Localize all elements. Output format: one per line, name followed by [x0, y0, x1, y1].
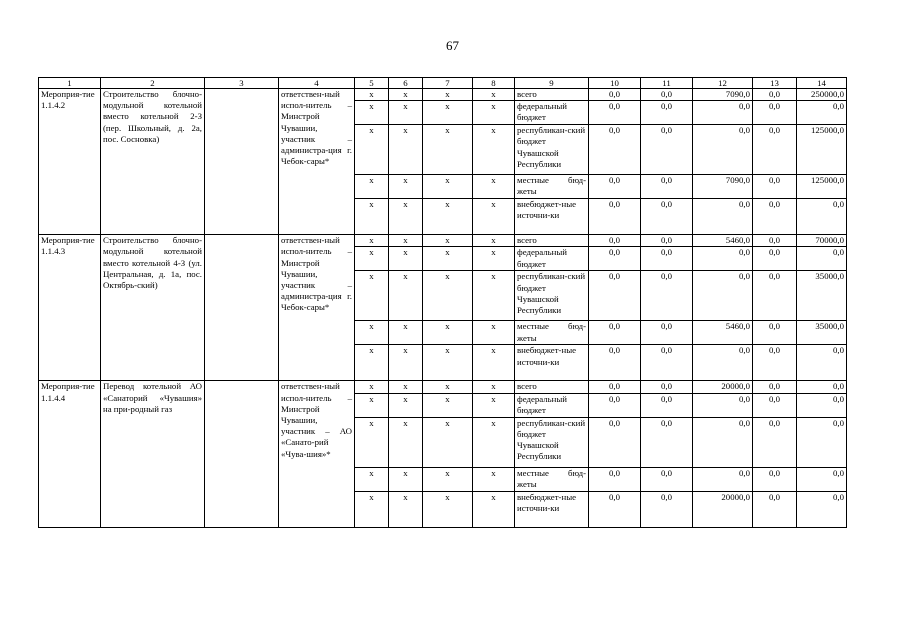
value-cell: 5460,0 — [693, 321, 753, 345]
value-cell: 0,0 — [641, 89, 693, 101]
value-cell: x — [473, 199, 515, 235]
value-cell: x — [423, 271, 473, 321]
value-cell: x — [473, 235, 515, 247]
column-header: 8 — [473, 78, 515, 89]
value-cell: x — [423, 199, 473, 235]
value-cell: x — [389, 467, 423, 491]
responsible-cell: ответствен-ный испол-нитель – Минстрой Чувашии, участник – администра-ция г. Чебок-сары* — [279, 89, 355, 235]
value-cell: 0,0 — [753, 199, 797, 235]
value-cell: 0,0 — [641, 235, 693, 247]
value-cell: x — [355, 175, 389, 199]
value-cell: 0,0 — [797, 381, 847, 393]
value-cell: x — [423, 101, 473, 125]
value-cell: 0,0 — [753, 467, 797, 491]
value-cell: x — [473, 417, 515, 467]
value-cell: 70000,0 — [797, 235, 847, 247]
value-cell: x — [389, 381, 423, 393]
value-cell: 0,0 — [589, 491, 641, 527]
value-cell: 0,0 — [641, 247, 693, 271]
column-header: 4 — [279, 78, 355, 89]
value-cell: 0,0 — [753, 101, 797, 125]
value-cell: 0,0 — [641, 467, 693, 491]
event-cell: Мероприя-тие 1.1.4.3 — [39, 235, 101, 381]
value-cell: 0,0 — [641, 381, 693, 393]
table-row — [39, 89, 847, 101]
funding-source-cell: республикан-ский бюджет Чувашской Республики — [515, 125, 589, 175]
value-cell: 0,0 — [641, 417, 693, 467]
empty-cell — [205, 381, 279, 527]
value-cell: 0,0 — [641, 101, 693, 125]
value-cell: x — [473, 321, 515, 345]
value-cell: x — [423, 393, 473, 417]
funding-source-cell: федеральный бюджет — [515, 247, 589, 271]
funding-source-cell: всего — [515, 235, 589, 247]
funding-source-cell: местные бюд-жеты — [515, 321, 589, 345]
value-cell: x — [473, 247, 515, 271]
value-cell: x — [423, 235, 473, 247]
value-cell: x — [423, 345, 473, 381]
value-cell: 0,0 — [797, 417, 847, 467]
value-cell: 0,0 — [797, 345, 847, 381]
value-cell: 0,0 — [797, 247, 847, 271]
value-cell: 0,0 — [753, 89, 797, 101]
value-cell: 35000,0 — [797, 321, 847, 345]
value-cell: 0,0 — [797, 101, 847, 125]
column-header: 11 — [641, 78, 693, 89]
value-cell: x — [355, 271, 389, 321]
value-cell: x — [389, 271, 423, 321]
program-table — [38, 77, 847, 528]
value-cell: x — [355, 345, 389, 381]
value-cell: 0,0 — [797, 393, 847, 417]
column-header: 1 — [39, 78, 101, 89]
value-cell: x — [389, 89, 423, 101]
value-cell: x — [473, 491, 515, 527]
table-row — [39, 235, 847, 247]
value-cell: 0,0 — [693, 467, 753, 491]
value-cell: 0,0 — [589, 345, 641, 381]
value-cell: 0,0 — [753, 235, 797, 247]
value-cell: 0,0 — [753, 417, 797, 467]
column-header: 12 — [693, 78, 753, 89]
value-cell: x — [473, 175, 515, 199]
value-cell: 0,0 — [641, 199, 693, 235]
measure-name-cell: Строительство блочно-модульной котельной вместо котельной 4-З (ул. Центральная, д. 1а, пос. Октябрь-ский) — [101, 235, 205, 381]
value-cell: 0,0 — [589, 175, 641, 199]
value-cell: x — [355, 199, 389, 235]
value-cell: 7090,0 — [693, 175, 753, 199]
value-cell: 0,0 — [797, 467, 847, 491]
column-header: 9 — [515, 78, 589, 89]
value-cell: 0,0 — [641, 321, 693, 345]
value-cell: x — [389, 101, 423, 125]
value-cell: x — [355, 393, 389, 417]
funding-source-cell: федеральный бюджет — [515, 101, 589, 125]
value-cell: x — [389, 247, 423, 271]
value-cell: x — [355, 101, 389, 125]
value-cell: 0,0 — [797, 491, 847, 527]
value-cell: 0,0 — [641, 491, 693, 527]
column-number-row — [39, 78, 847, 89]
value-cell: 0,0 — [589, 199, 641, 235]
value-cell: x — [355, 235, 389, 247]
value-cell: x — [389, 321, 423, 345]
measure-name-cell: Перевод котельной АО «Санаторий «Чувашия» на при-родный газ — [101, 381, 205, 527]
value-cell: 0,0 — [753, 345, 797, 381]
value-cell: x — [355, 467, 389, 491]
value-cell: x — [355, 381, 389, 393]
value-cell: 0,0 — [797, 199, 847, 235]
value-cell: 0,0 — [589, 89, 641, 101]
value-cell: x — [423, 321, 473, 345]
value-cell: x — [423, 467, 473, 491]
funding-source-cell: республикан-ский бюджет Чувашской Республики — [515, 417, 589, 467]
value-cell: 0,0 — [693, 101, 753, 125]
funding-source-cell: всего — [515, 89, 589, 101]
value-cell: x — [389, 125, 423, 175]
value-cell: 125000,0 — [797, 125, 847, 175]
value-cell: 0,0 — [589, 417, 641, 467]
value-cell: x — [423, 491, 473, 527]
empty-cell — [205, 235, 279, 381]
value-cell: x — [389, 235, 423, 247]
value-cell: x — [473, 125, 515, 175]
value-cell: x — [473, 381, 515, 393]
value-cell: 250000,0 — [797, 89, 847, 101]
value-cell: x — [423, 381, 473, 393]
value-cell: x — [389, 393, 423, 417]
value-cell: x — [355, 417, 389, 467]
value-cell: 0,0 — [753, 321, 797, 345]
value-cell: x — [355, 321, 389, 345]
value-cell: 0,0 — [589, 271, 641, 321]
value-cell: 0,0 — [589, 393, 641, 417]
value-cell: 0,0 — [693, 393, 753, 417]
value-cell: x — [473, 345, 515, 381]
value-cell: 7090,0 — [693, 89, 753, 101]
value-cell: 0,0 — [753, 125, 797, 175]
value-cell: 0,0 — [589, 467, 641, 491]
value-cell: 0,0 — [693, 125, 753, 175]
funding-source-cell: республикан-ский бюджет Чувашской Республики — [515, 271, 589, 321]
value-cell: 0,0 — [589, 381, 641, 393]
responsible-cell: ответствен-ный испол-нитель – Минстрой Чувашии, участник – администра-ция г. Чебок-сары* — [279, 235, 355, 381]
event-cell: Мероприя-тие 1.1.4.2 — [39, 89, 101, 235]
funding-source-cell: внебюджет-ные источни-ки — [515, 199, 589, 235]
value-cell: x — [473, 101, 515, 125]
column-header: 5 — [355, 78, 389, 89]
value-cell: x — [473, 271, 515, 321]
value-cell: 0,0 — [753, 393, 797, 417]
value-cell: 20000,0 — [693, 381, 753, 393]
value-cell: 0,0 — [693, 247, 753, 271]
measure-name-cell: Строительство блочно-модульной котельной вместо котельной 2-З (пер. Школьный, д. 2а, пос. Сосновка) — [101, 89, 205, 235]
value-cell: x — [355, 491, 389, 527]
value-cell: 0,0 — [589, 235, 641, 247]
funding-source-cell: внебюджет-ные источни-ки — [515, 345, 589, 381]
value-cell: 0,0 — [589, 101, 641, 125]
funding-source-cell: местные бюд-жеты — [515, 175, 589, 199]
value-cell: x — [355, 247, 389, 271]
value-cell: x — [423, 247, 473, 271]
value-cell: 0,0 — [753, 381, 797, 393]
value-cell: 0,0 — [589, 125, 641, 175]
value-cell: x — [355, 125, 389, 175]
value-cell: x — [389, 345, 423, 381]
column-header: 13 — [753, 78, 797, 89]
value-cell: x — [389, 417, 423, 467]
value-cell: 0,0 — [589, 247, 641, 271]
value-cell: x — [473, 393, 515, 417]
value-cell: 0,0 — [589, 321, 641, 345]
value-cell: x — [389, 199, 423, 235]
responsible-cell: ответствен-ный испол-нитель – Минстрой Чувашии, участник – АО «Санато-рий «Чува-шия»* — [279, 381, 355, 527]
value-cell: 0,0 — [753, 271, 797, 321]
value-cell: x — [355, 89, 389, 101]
value-cell: 0,0 — [641, 393, 693, 417]
value-cell: 0,0 — [641, 345, 693, 381]
value-cell: x — [423, 89, 473, 101]
value-cell: 0,0 — [753, 491, 797, 527]
value-cell: 125000,0 — [797, 175, 847, 199]
column-header: 3 — [205, 78, 279, 89]
value-cell: 35000,0 — [797, 271, 847, 321]
funding-source-cell: внебюджет-ные источни-ки — [515, 491, 589, 527]
funding-source-cell: местные бюд-жеты — [515, 467, 589, 491]
value-cell: x — [473, 467, 515, 491]
value-cell: 5460,0 — [693, 235, 753, 247]
empty-cell — [205, 89, 279, 235]
value-cell: 0,0 — [641, 175, 693, 199]
column-header: 7 — [423, 78, 473, 89]
column-header: 2 — [101, 78, 205, 89]
value-cell: 20000,0 — [693, 491, 753, 527]
value-cell: 0,0 — [693, 345, 753, 381]
value-cell: 0,0 — [641, 271, 693, 321]
value-cell: 0,0 — [753, 175, 797, 199]
page-number: 67 — [446, 38, 459, 53]
value-cell: 0,0 — [693, 417, 753, 467]
column-header: 14 — [797, 78, 847, 89]
value-cell: x — [473, 89, 515, 101]
value-cell: 0,0 — [641, 125, 693, 175]
value-cell: 0,0 — [693, 199, 753, 235]
column-header: 10 — [589, 78, 641, 89]
value-cell: x — [423, 125, 473, 175]
value-cell: x — [389, 491, 423, 527]
value-cell: x — [423, 417, 473, 467]
value-cell: 0,0 — [753, 247, 797, 271]
value-cell: x — [423, 175, 473, 199]
funding-source-cell: всего — [515, 381, 589, 393]
value-cell: 0,0 — [693, 271, 753, 321]
event-cell: Мероприя-тие 1.1.4.4 — [39, 381, 101, 527]
column-header: 6 — [389, 78, 423, 89]
table-row — [39, 381, 847, 393]
value-cell: x — [389, 175, 423, 199]
funding-source-cell: федеральный бюджет — [515, 393, 589, 417]
